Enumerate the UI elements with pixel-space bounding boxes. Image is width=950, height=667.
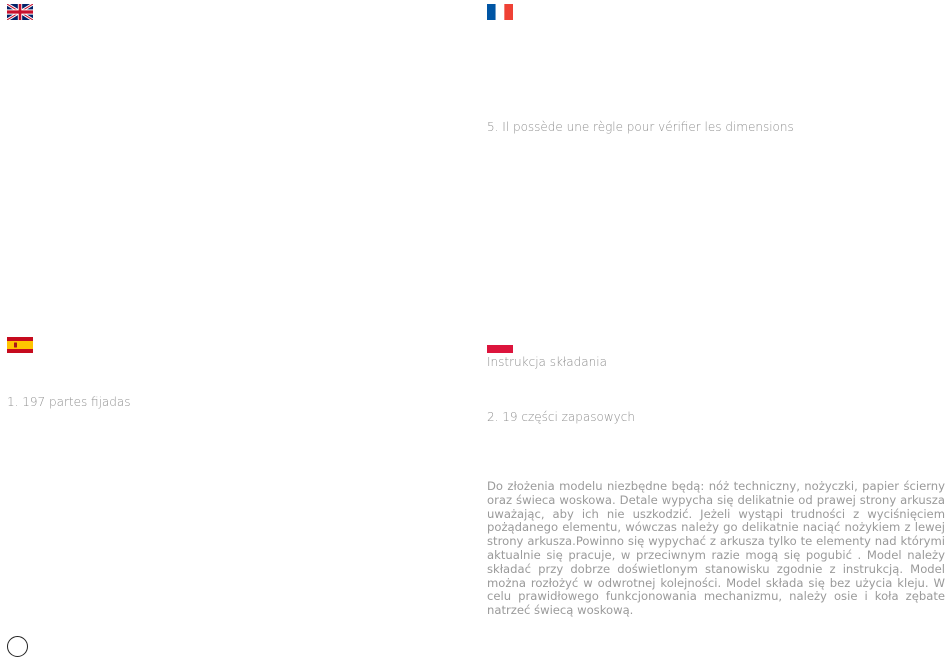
spanish-item-1: 1. 197 partes fijadas	[7, 395, 131, 409]
polish-instructions: Do złożenia modelu niezbędne będą: nóż techniczny, nożyczki, papier ścierny oraz świeca woskowa. Detale wypycha się delikatnie od prawej strony arkusza uważając, aby ich nie uszkodzić. Jeżeli wystąpi trudności z wyciśnięciem pożądanego elementu, wówczas należy go delikatnie naciąć nożykiem z lewej strony arkusza.Powinno się wypychać z arkusza tylko te elementy nad którymi aktualnie się pracuje, w przeciwnym razie mogą się pogubić . Model należy składać przy dobrze doświetlonym stanowisku zgodnie z instrukcją. Model można rozłożyć w odwrotnej kolejności. Model składa się bez użycia kleju. W celu prawidłowego funkcjonowania mechanizmu, należy osie i koła zębate natrzeć świecą woskową.	[487, 479, 945, 618]
spain-flag-icon	[7, 337, 33, 353]
poland-flag-icon	[487, 337, 513, 353]
france-flag-icon	[487, 4, 513, 20]
polish-item-2: 2. 19 części zapasowych	[487, 410, 635, 424]
french-item-5: 5. Il possède une règle pour vérifier les dimensions	[487, 120, 794, 134]
polish-heading: Instrukcja składania	[487, 355, 607, 369]
circle-marker	[7, 636, 28, 657]
uk-flag-icon	[7, 4, 33, 20]
